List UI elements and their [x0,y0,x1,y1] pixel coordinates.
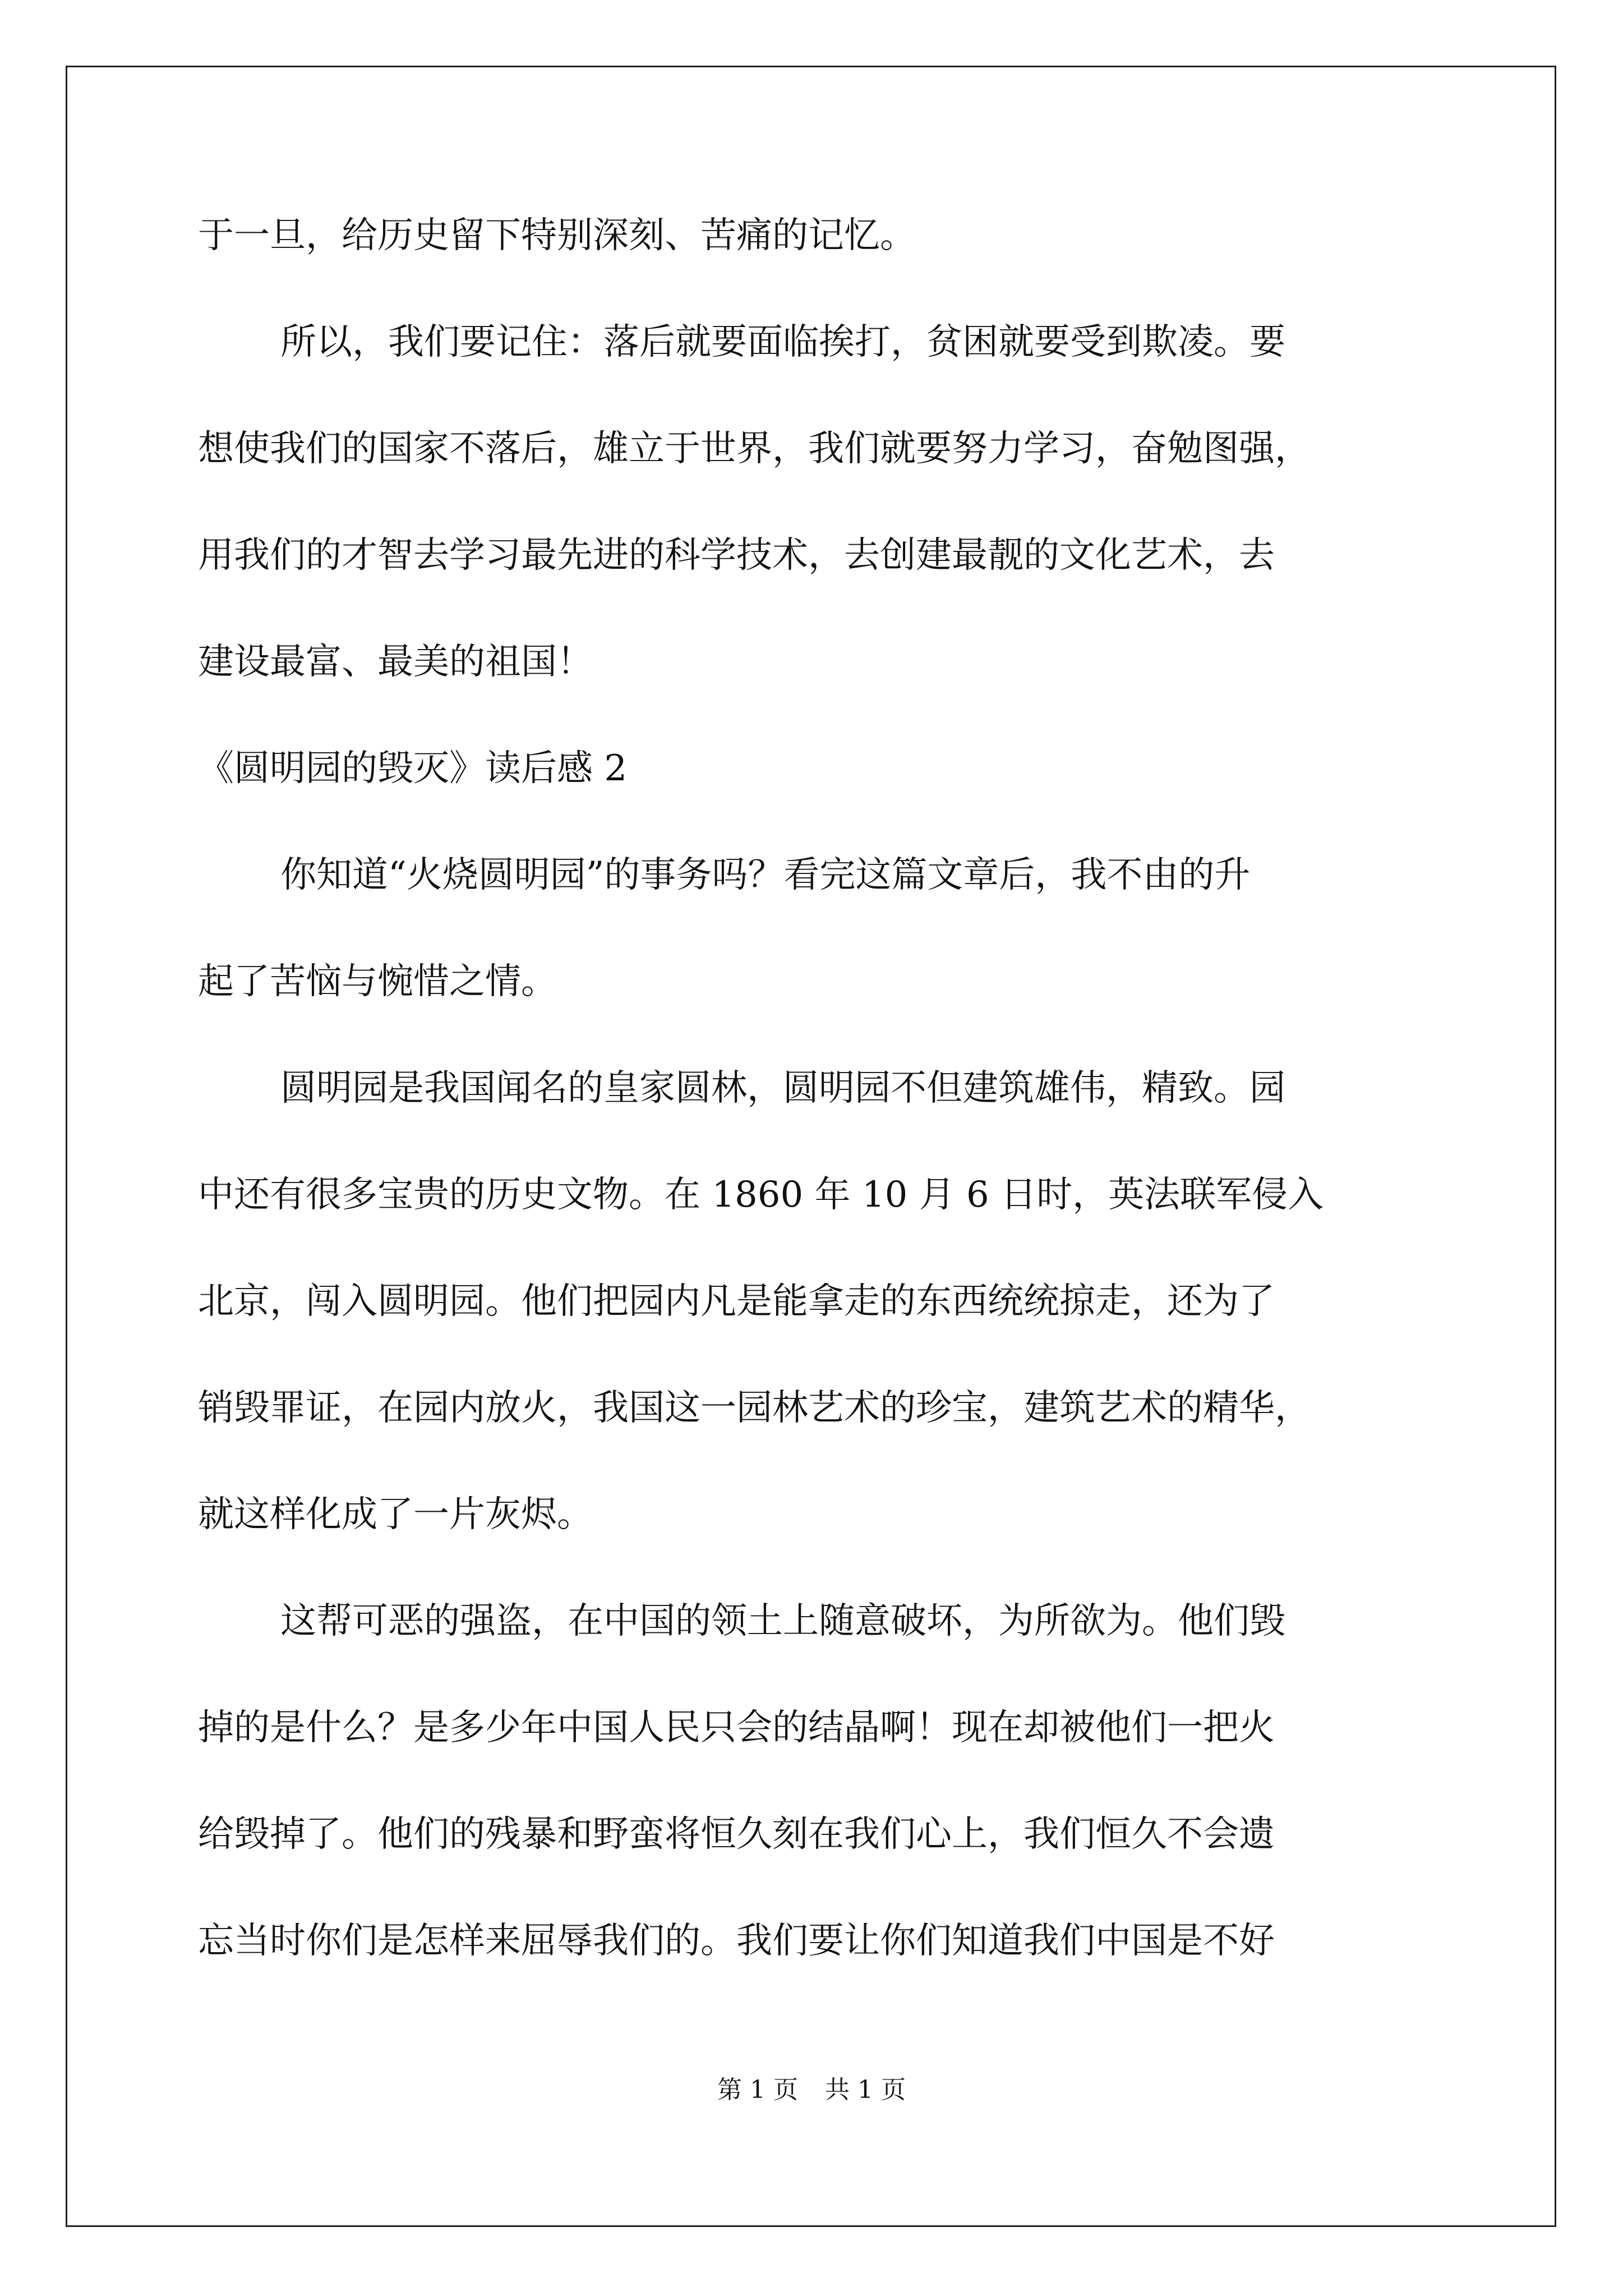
body-line: 销毁罪证，在园内放火，我国这一园林艺术的珍宝，建筑艺术的精华， [198,1387,1311,1429]
body-line: 北京，闯入圆明园。他们把园内凡是能拿走的东西统统掠走，还为了 [198,1281,1275,1322]
body-line: 于一旦，给历史留下特别深刻、苦痛的记忆。 [198,215,916,256]
body-line: 用我们的才智去学习最先进的科学技术，去创建最靓的文化艺术，去 [198,535,1275,576]
body-line: 掉的是什么？是多少年中国人民只会的结晶啊！现在却被他们一把火 [198,1707,1275,1749]
body-line: 忘当时你们是怎样来屈辱我们的。我们要让你们知道我们中国是不好 [198,1920,1275,1962]
paragraph-start-line: 所以，我们要记住：落后就要面临挨打，贫困就要受到欺凌。要 [280,321,1285,363]
body-line: 起了苦恼与惋惜之情。 [198,961,557,1002]
section-heading: 《圆明园的毁灭》读后感 2 [198,748,628,789]
body-line: 建设最富、最美的祖国！ [198,641,593,683]
body-line: 给毁掉了。他们的残暴和野蛮将恒久刻在我们心上，我们恒久不会遗 [198,1814,1275,1855]
body-line: 中还有很多宝贵的历史文物。在 1860 年 10 月 6 日时，英法联军侵入 [198,1174,1324,1216]
page-number: 第 1 页 [717,2076,798,2104]
paragraph-start-line: 这帮可恶的强盗，在中国的领土上随意破坏，为所欲为。他们毁 [280,1600,1285,1642]
page-border [66,66,1556,2227]
body-line: 想使我们的国家不落后，雄立于世界，我们就要努力学习，奋勉图强， [198,428,1311,470]
page-total: 共 1 页 [825,2076,906,2104]
paragraph-start-line: 你知道“火烧圆明园”的事务吗？看完这篇文章后，我不由的升 [280,854,1251,896]
paragraph-start-line: 圆明园是我国闻名的皇家圆林，圆明园不但建筑雄伟，精致。园 [280,1068,1285,1109]
page-footer [0,2073,1623,2107]
body-line: 就这样化成了一片灰烬。 [198,1494,593,1535]
